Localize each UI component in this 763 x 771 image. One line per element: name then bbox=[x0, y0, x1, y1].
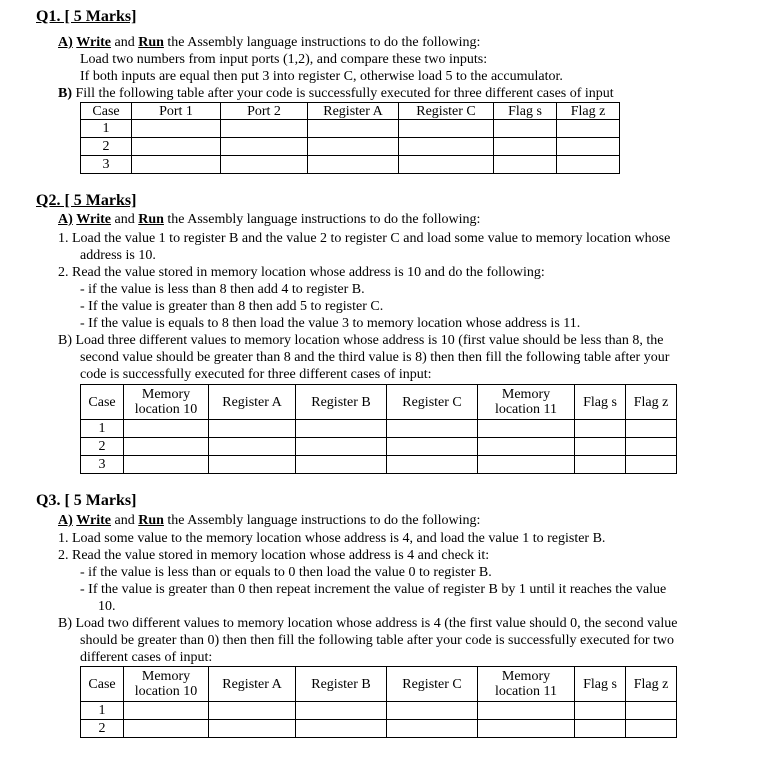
col-register-b: Register B bbox=[296, 385, 387, 420]
col-flag-z: Flag z bbox=[626, 667, 677, 702]
q3-a-and: and bbox=[114, 513, 135, 528]
col-register-a: Register A bbox=[209, 667, 296, 702]
q1-line-2: If both inputs are equal then put 3 into register C, otherwise load 5 to the accumulator. bbox=[80, 69, 563, 84]
col-case: Case bbox=[81, 103, 132, 120]
col-memory-11: Memory location 11 bbox=[478, 667, 575, 702]
answer-cell[interactable] bbox=[296, 720, 387, 738]
answer-cell[interactable] bbox=[399, 120, 494, 138]
q2-title: Q2. [ 5 Marks] bbox=[36, 192, 137, 209]
answer-cell[interactable] bbox=[308, 120, 399, 138]
answer-cell[interactable] bbox=[575, 720, 626, 738]
q3-part-b-2: should be greater than 0) then then fill the following table after your code is successfully executed for two bbox=[80, 633, 675, 648]
answer-cell[interactable] bbox=[124, 438, 209, 456]
answer-cell[interactable] bbox=[296, 438, 387, 456]
answer-cell[interactable] bbox=[124, 420, 209, 438]
answer-cell[interactable] bbox=[626, 456, 677, 474]
q3-part-b-1: B) Load two different values to memory location whose address is 4 (the first value should 0, the second value bbox=[58, 616, 678, 631]
answer-cell[interactable] bbox=[494, 120, 557, 138]
case-cell: 2 bbox=[81, 438, 124, 456]
table-row bbox=[81, 438, 677, 456]
answer-cell[interactable] bbox=[399, 156, 494, 174]
answer-cell[interactable] bbox=[209, 702, 296, 720]
col-memory-10: Memory location 10 bbox=[124, 385, 209, 420]
answer-cell[interactable] bbox=[575, 438, 626, 456]
col-register-c: Register C bbox=[387, 667, 478, 702]
answer-cell[interactable] bbox=[124, 720, 209, 738]
q3-dash-2: - If the value is greater than 0 then repeat increment the value of register B by 1 until it reaches the value bbox=[80, 582, 667, 597]
answer-cell[interactable] bbox=[209, 720, 296, 738]
table-header-row bbox=[81, 385, 677, 420]
col-register-b: Register B bbox=[296, 667, 387, 702]
answer-cell[interactable] bbox=[296, 456, 387, 474]
answer-cell[interactable] bbox=[296, 702, 387, 720]
q1-part-a bbox=[58, 34, 480, 51]
col-port-1: Port 1 bbox=[132, 103, 221, 120]
q1-title: Q1. [ 5 Marks] bbox=[36, 8, 137, 25]
col-register-a: Register A bbox=[308, 103, 399, 120]
q3-a-prefix: A) bbox=[58, 513, 73, 528]
q3-item-1: 1. Load some value to the memory location whose address is 4, and load the value 1 to register B. bbox=[58, 531, 606, 546]
answer-cell[interactable] bbox=[387, 456, 478, 474]
answer-cell[interactable] bbox=[557, 156, 620, 174]
q2-a-and: and bbox=[114, 212, 135, 227]
q3-part-a bbox=[58, 512, 480, 529]
answer-cell[interactable] bbox=[209, 438, 296, 456]
answer-cell[interactable] bbox=[296, 420, 387, 438]
q2-item-1: 1. Load the value 1 to register B and the value 2 to register C and load some value to memory location whose bbox=[58, 231, 671, 246]
answer-cell[interactable] bbox=[387, 720, 478, 738]
q3-dash-2-cont: 10. bbox=[98, 599, 116, 614]
q2-part-b-1: B) Load three different values to memory location whose address is 10 (first value should be less than 8, the bbox=[58, 333, 664, 348]
col-memory-11: Memory location 11 bbox=[478, 385, 575, 420]
table-row bbox=[81, 720, 677, 738]
q3-item-2: 2. Read the value stored in memory location whose address is 4 and check it: bbox=[58, 548, 490, 563]
q2-dash-2: - If the value is greater than 8 then add 5 to register C. bbox=[80, 299, 384, 314]
answer-cell[interactable] bbox=[387, 438, 478, 456]
q3-a-write: Write bbox=[76, 513, 112, 528]
q1-a-run: Run bbox=[138, 35, 164, 50]
answer-cell[interactable] bbox=[557, 138, 620, 156]
col-register-c: Register C bbox=[399, 103, 494, 120]
q3-dash-1: - if the value is less than or equals to 0 then load the value 0 to register B. bbox=[80, 565, 492, 580]
answer-cell[interactable] bbox=[557, 120, 620, 138]
case-cell: 1 bbox=[81, 420, 124, 438]
q2-part-b-3: code is successfully executed for three different cases of input: bbox=[80, 367, 432, 382]
col-flag-s: Flag s bbox=[575, 667, 626, 702]
answer-cell[interactable] bbox=[626, 720, 677, 738]
q2-item-1-cont: address is 10. bbox=[80, 248, 156, 263]
table-row bbox=[81, 456, 677, 474]
answer-cell[interactable] bbox=[478, 420, 575, 438]
answer-cell[interactable] bbox=[626, 702, 677, 720]
answer-cell[interactable] bbox=[478, 702, 575, 720]
q3-table bbox=[80, 666, 677, 738]
q3-a-rest: the Assembly language instructions to do the following: bbox=[167, 513, 481, 528]
col-port-2: Port 2 bbox=[221, 103, 308, 120]
case-cell: 2 bbox=[81, 720, 124, 738]
answer-cell[interactable] bbox=[132, 138, 221, 156]
case-cell: 1 bbox=[81, 702, 124, 720]
q2-a-write: Write bbox=[76, 212, 112, 227]
answer-cell[interactable] bbox=[399, 138, 494, 156]
q1-b-prefix: B) bbox=[58, 86, 72, 101]
answer-cell[interactable] bbox=[575, 456, 626, 474]
answer-cell[interactable] bbox=[575, 702, 626, 720]
col-flag-s: Flag s bbox=[494, 103, 557, 120]
table-row bbox=[81, 156, 620, 174]
q2-a-rest: the Assembly language instructions to do the following: bbox=[167, 212, 481, 227]
q2-table bbox=[80, 384, 677, 474]
col-flag-z: Flag z bbox=[626, 385, 677, 420]
answer-cell[interactable] bbox=[478, 456, 575, 474]
answer-cell[interactable] bbox=[132, 156, 221, 174]
q2-part-a bbox=[58, 211, 480, 228]
q1-b-text: Fill the following table after your code is successfully executed for three different cases of input bbox=[75, 86, 614, 101]
q2-a-prefix: A) bbox=[58, 212, 73, 227]
answer-cell[interactable] bbox=[209, 456, 296, 474]
answer-cell[interactable] bbox=[124, 702, 209, 720]
answer-cell[interactable] bbox=[221, 120, 308, 138]
q2-part-b-2: second value should be greater than 8 and the third value is 8) then then fill the following table after your bbox=[80, 350, 670, 365]
answer-cell[interactable] bbox=[132, 120, 221, 138]
q1-table bbox=[80, 102, 620, 174]
col-flag-z: Flag z bbox=[557, 103, 620, 120]
answer-cell[interactable] bbox=[494, 138, 557, 156]
q3-part-b-3: different cases of input: bbox=[80, 650, 213, 665]
answer-cell[interactable] bbox=[221, 156, 308, 174]
col-case: Case bbox=[81, 667, 124, 702]
answer-cell[interactable] bbox=[387, 420, 478, 438]
q3-a-run: Run bbox=[138, 513, 164, 528]
q3-title: Q3. [ 5 Marks] bbox=[36, 492, 137, 509]
case-cell: 1 bbox=[81, 120, 132, 138]
q2-item-2: 2. Read the value stored in memory location whose address is 10 and do the following: bbox=[58, 265, 545, 280]
table-header-row bbox=[81, 667, 677, 702]
q1-part-b bbox=[58, 85, 614, 102]
q1-line-1: Load two numbers from input ports (1,2), and compare these two inputs: bbox=[80, 52, 488, 67]
q1-a-write: Write bbox=[76, 35, 112, 50]
answer-cell[interactable] bbox=[387, 702, 478, 720]
q2-a-run: Run bbox=[138, 212, 164, 227]
col-case: Case bbox=[81, 385, 124, 420]
answer-cell[interactable] bbox=[626, 438, 677, 456]
answer-cell[interactable] bbox=[575, 420, 626, 438]
table-row bbox=[81, 702, 677, 720]
q1-a-rest: the Assembly language instructions to do the following: bbox=[167, 35, 481, 50]
q2-dash-1: - if the value is less than 8 then add 4 to register B. bbox=[80, 282, 365, 297]
case-cell: 3 bbox=[81, 456, 124, 474]
table-row bbox=[81, 420, 677, 438]
table-row bbox=[81, 138, 620, 156]
table-header-row bbox=[81, 103, 620, 120]
table-row bbox=[81, 120, 620, 138]
col-memory-10: Memory location 10 bbox=[124, 667, 209, 702]
answer-cell[interactable] bbox=[209, 420, 296, 438]
answer-cell[interactable] bbox=[478, 720, 575, 738]
q1-a-prefix: A) bbox=[58, 35, 73, 50]
col-register-c: Register C bbox=[387, 385, 478, 420]
answer-cell[interactable] bbox=[124, 456, 209, 474]
col-register-a: Register A bbox=[209, 385, 296, 420]
q1-a-and: and bbox=[114, 35, 135, 50]
case-cell: 3 bbox=[81, 156, 132, 174]
answer-cell[interactable] bbox=[221, 138, 308, 156]
q2-dash-3: - If the value is equals to 8 then load the value 3 to memory location whose address is 11. bbox=[80, 316, 581, 331]
answer-cell[interactable] bbox=[308, 138, 399, 156]
case-cell: 2 bbox=[81, 138, 132, 156]
col-flag-s: Flag s bbox=[575, 385, 626, 420]
answer-cell[interactable] bbox=[478, 438, 575, 456]
answer-cell[interactable] bbox=[626, 420, 677, 438]
answer-cell[interactable] bbox=[494, 156, 557, 174]
answer-cell[interactable] bbox=[308, 156, 399, 174]
